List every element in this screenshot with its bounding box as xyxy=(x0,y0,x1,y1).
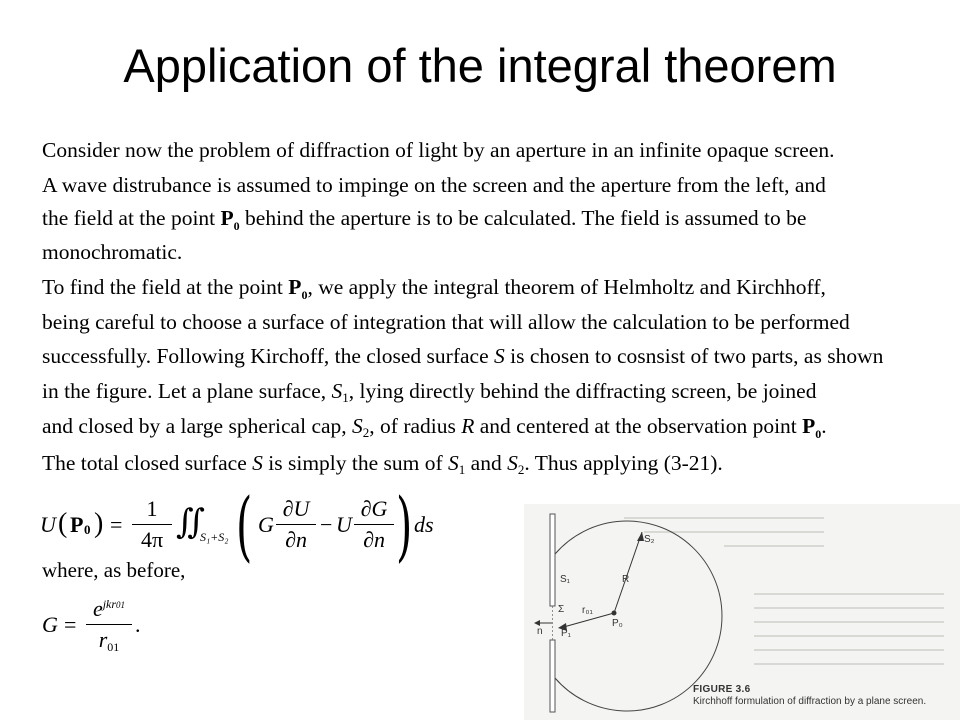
eq-symbol: P xyxy=(70,512,84,537)
symbol-sub: 2 xyxy=(362,425,370,440)
eq-numerator xyxy=(276,496,316,525)
symbol-sub: 1 xyxy=(342,390,349,405)
text-span: To find the field at the point xyxy=(42,275,289,299)
symbol-p: P xyxy=(288,275,302,299)
eq-symbol: U xyxy=(336,512,352,537)
label-r01: r₀₁ xyxy=(582,605,593,616)
eq-exponent xyxy=(103,597,125,611)
text-span: is chosen to cosnsist of two parts, as shown xyxy=(504,344,884,368)
eq-fraction xyxy=(276,496,316,553)
text-span: being careful to choose a surface of integration that will allow the calculation to be performed xyxy=(42,310,850,334)
eq-symbol: ( xyxy=(58,508,68,539)
text-span: behind the aperture is to be calculated. The field is assumed to be xyxy=(239,206,807,230)
text-span: the field at the point xyxy=(42,206,221,230)
eq-symbol: 01 xyxy=(116,599,126,610)
slide-title: Application of the integral theorem xyxy=(123,39,837,92)
symbol-p: P xyxy=(220,206,234,230)
screen-lower xyxy=(550,640,555,712)
symbol-s: S xyxy=(331,379,343,403)
spherical-cap-s2 xyxy=(555,521,722,711)
eq-numerator xyxy=(86,596,132,625)
label-r: R xyxy=(622,574,630,585)
eq-symbol: n xyxy=(373,527,385,552)
symbol-sub: 1 xyxy=(458,462,466,477)
text-span: Consider now the problem of diffraction of light by an aperture in an infinite opaque screen. xyxy=(42,138,835,162)
eq-symbol: S₁+S₂ xyxy=(200,530,229,544)
eq-fraction xyxy=(86,596,132,655)
eq-symbol: ∂ xyxy=(285,527,296,552)
diffraction-figure xyxy=(524,504,960,720)
eq-symbol: 01 xyxy=(107,640,120,654)
text-span: , we apply the integral theorem of Helmholtz and Kirchhoff, xyxy=(307,275,826,299)
eq-symbol: U xyxy=(293,496,310,521)
label-p1: P₁ xyxy=(561,628,572,639)
symbol-s: S xyxy=(448,451,459,475)
eq-symbol: U xyxy=(40,512,56,537)
text-span: is simply the sum of xyxy=(262,451,449,475)
eq-fraction xyxy=(354,496,394,553)
text-span: , of radius xyxy=(369,414,462,438)
caption-text: Kirchhoff formulation of diffraction by a plane screen. xyxy=(693,696,927,707)
text-span: , lying directly behind the diffracting screen, be joined xyxy=(348,379,817,403)
symbol-s: S xyxy=(507,451,518,475)
label-p0: P₀ xyxy=(612,618,623,629)
radius-vector xyxy=(614,532,642,613)
symbol-p: P xyxy=(802,414,816,438)
text-span: successfully. Following Kirchoff, the closed surface xyxy=(42,344,494,368)
eq-numerator xyxy=(354,496,394,525)
eq-denominator: 4π xyxy=(140,527,164,552)
eq-symbol: jkr xyxy=(102,596,117,611)
label-s1: S₁ xyxy=(560,574,571,585)
eq-symbol: ) xyxy=(396,481,413,570)
eq-symbol: G xyxy=(371,496,388,521)
text-line-1 xyxy=(42,137,834,163)
eq-symbol: G xyxy=(258,512,274,537)
symbol-s: S xyxy=(493,344,505,368)
eq-symbol: ∂ xyxy=(360,496,372,521)
background-scan-text xyxy=(624,518,944,664)
eq-symbol: . xyxy=(135,612,141,637)
eq-symbol: = xyxy=(110,512,123,537)
text-line-9 xyxy=(42,413,827,447)
label-s2: S₂ xyxy=(644,534,655,545)
text-span: and centered at the observation point xyxy=(474,414,803,438)
symbol-s: S xyxy=(252,451,263,475)
caption-title: FIGURE 3.6 xyxy=(693,684,751,695)
eq-symbol: ∬ xyxy=(176,502,205,542)
eq-fraction xyxy=(132,496,172,553)
eq-symbol: G xyxy=(42,612,58,637)
eq-denominator xyxy=(354,525,394,553)
text-line-7 xyxy=(42,343,883,369)
text-span: in the figure. Let a plane surface, xyxy=(42,379,332,403)
text-line-8 xyxy=(42,378,816,411)
text-line-4 xyxy=(42,239,182,265)
symbol-sub: 0 xyxy=(233,219,240,233)
symbol-s: S xyxy=(352,414,363,438)
symbol-sub: 0 xyxy=(301,288,308,302)
eq-denominator xyxy=(276,525,316,553)
eq-denominator xyxy=(86,625,132,655)
eq-symbol: ds xyxy=(414,512,434,537)
symbol-r: R xyxy=(461,414,475,438)
text-span: The total closed surface xyxy=(42,451,253,475)
eq-symbol: n xyxy=(295,527,307,552)
text-line-6 xyxy=(42,309,850,335)
text-span: and closed by a large spherical cap, xyxy=(42,414,353,438)
label-sigma: Σ xyxy=(558,604,565,615)
label-n: n xyxy=(537,626,543,637)
screen-upper xyxy=(550,514,555,606)
greens-function-equation xyxy=(42,596,182,656)
eq-symbol: ∂ xyxy=(363,527,374,552)
eq-symbol: ( xyxy=(236,481,253,570)
text-line-5 xyxy=(42,274,826,308)
eq-symbol: ∂ xyxy=(282,496,294,521)
text-span: and xyxy=(465,451,508,475)
text-line-2 xyxy=(42,172,826,198)
symbol-sub: 2 xyxy=(517,462,525,477)
text-line-3 xyxy=(42,205,806,239)
text-line-10 xyxy=(42,450,723,483)
text-span: . xyxy=(821,414,827,438)
symbol-sub: 0 xyxy=(815,427,822,441)
figure-caption xyxy=(693,684,926,708)
where-text: where, as before, xyxy=(42,558,186,582)
eq-symbol: e xyxy=(92,596,103,621)
text-span: monochromatic. xyxy=(42,240,183,264)
eq-numerator: 1 xyxy=(132,496,172,525)
text-span: . Thus applying (3-21). xyxy=(524,451,723,475)
eq-symbol: 0 xyxy=(84,522,91,537)
eq-symbol: ) xyxy=(94,508,104,539)
eq-symbol: r xyxy=(98,627,108,652)
text-span: A wave distrubance is assumed to impinge on the screen and the aperture from the left, and xyxy=(42,173,826,197)
arrow-head xyxy=(637,532,644,541)
eq-symbol: = xyxy=(64,612,77,637)
eq-symbol: − xyxy=(320,512,333,537)
